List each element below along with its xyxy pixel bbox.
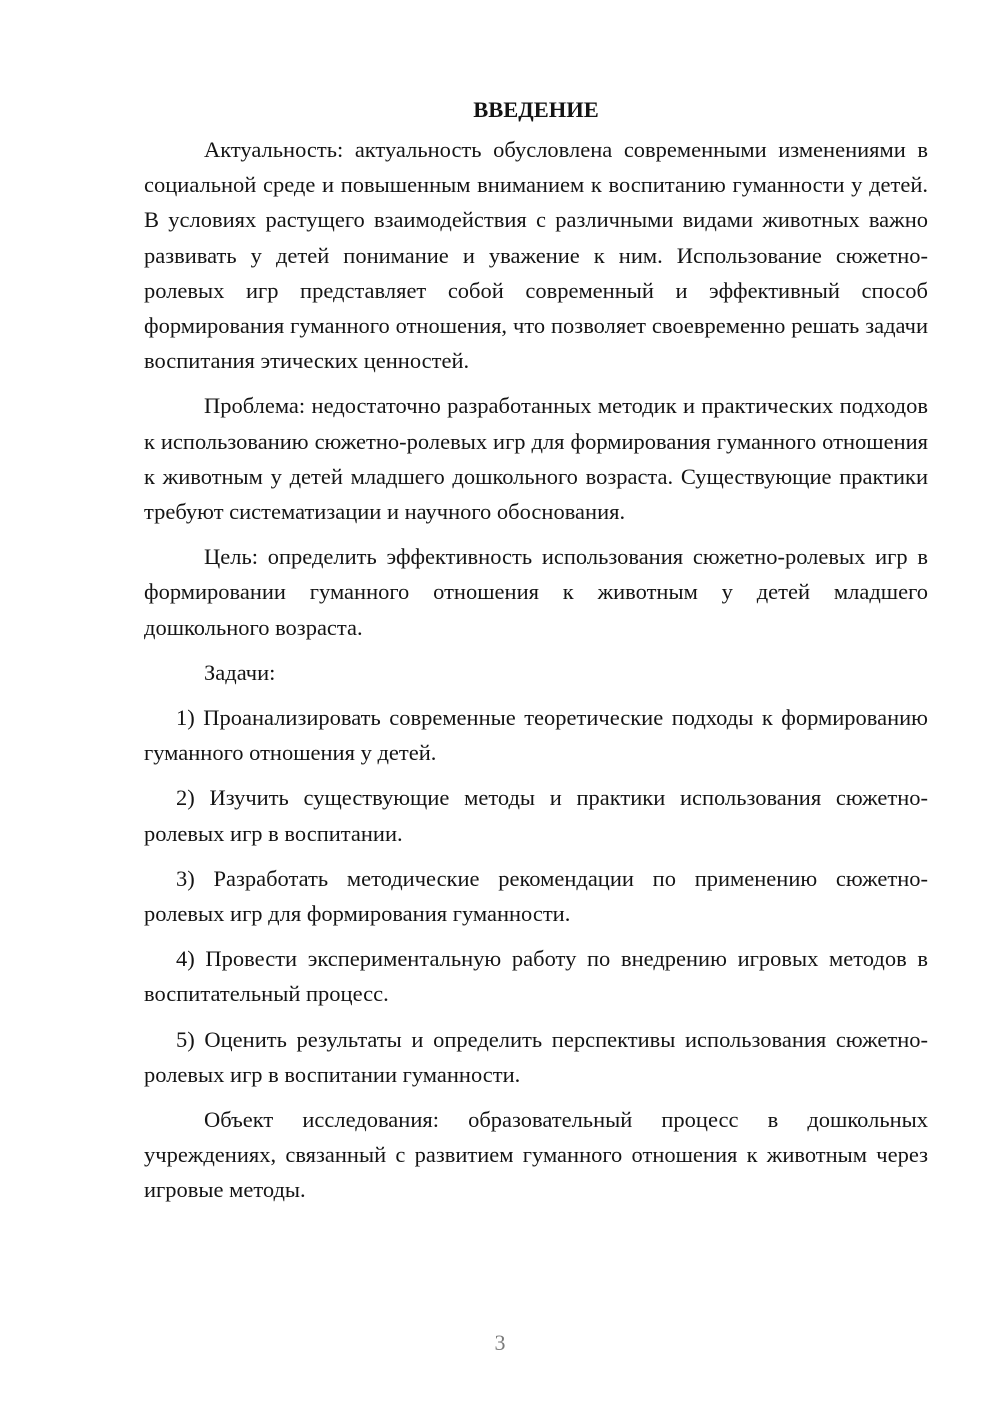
- tasks-label: Задачи:: [204, 659, 276, 685]
- goal-paragraph: Цель: определить эффективность использования сюжетно-ролевых игр в формировании гуманного отношения к животным у детей младшего дошкольного возраста.: [144, 544, 928, 640]
- page-number: 3: [494, 1330, 506, 1355]
- task-item: 2) Изучить существующие методы и практики использования сюжетно-ролевых игр в воспитании.: [144, 785, 928, 846]
- task-item: 4) Провести экспериментальную работу по внедрению игровых методов в воспитательный процесс.: [144, 946, 928, 1007]
- section-heading: ВВЕДЕНИЕ: [473, 97, 599, 122]
- task-item: 1) Проанализировать современные теоретические подходы к формированию гуманного отношения у детей.: [144, 705, 928, 766]
- task-item: 3) Разработать методические рекомендации по применению сюжетно-ролевых игр для формирования гуманности.: [144, 865, 928, 927]
- relevance-paragraph: Актуальность: актуальность обусловлена современными изменениями в социальной среде и повышенным вниманием к воспитанию гуманности у детей. В условиях растущего взаимодействия с различными видами животных важно развивать у детей понимание и уважение к ним. Использование сюжетно-ролевых игр представляет собой современный и эффективный способ формирования гуманного отношения, что позволяет своевременно решать задачи воспитания этических ценностей.: [144, 137, 928, 374]
- document-page: [144, 90, 928, 1218]
- problem-paragraph: Проблема: недостаточно разработанных методик и практических подходов к использованию сюжетно-ролевых игр для формирования гуманного отношения к животным у детей младшего дошкольного возраста. Существующие практики требуют систематизации и научного обоснования.: [144, 393, 928, 525]
- task-item: 5) Оценить результаты и определить перспективы использования сюжетно-ролевых игр в воспитании гуманности.: [144, 1026, 928, 1087]
- research-object-paragraph: Объект исследования: образовательный процесс в дошкольных учреждениях, связанный с развитием гуманного отношения к животным через игровые методы.: [144, 1107, 928, 1203]
- tasks-list: [144, 700, 928, 1092]
